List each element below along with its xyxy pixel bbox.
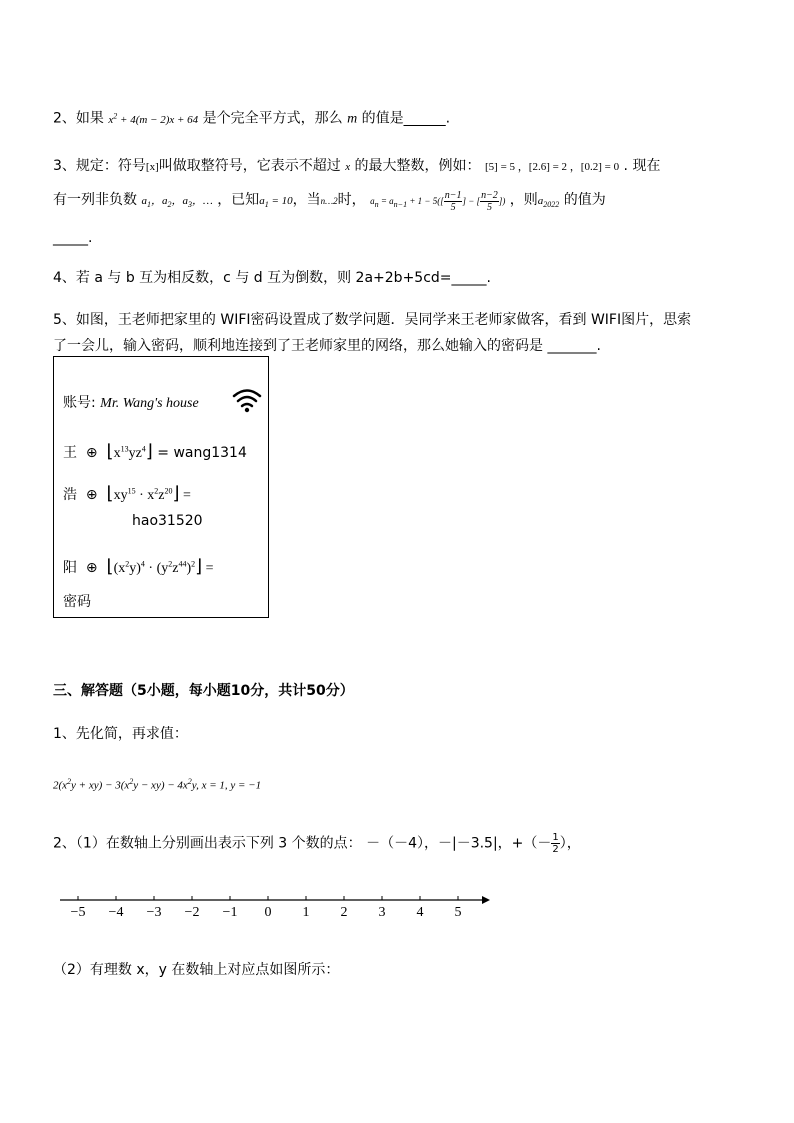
question-5-line1: 5、如图，王老师把家里的 WIFI密码设置成了数学问题．吴同学来王老师家做客，看到 WIFI图片，思索 [53, 312, 692, 328]
question-3-line2 [53, 190, 606, 215]
p2-nums: －（－4），－|－3.5|，+（－ [366, 835, 552, 852]
axis-tick-label: −5 [70, 905, 86, 920]
problem-1-expression: $2(x^2y + xy) - 3(x^2y - xy) - 4x^2y$, x = 1, y = −1 [53, 777, 262, 792]
problem-1-title: 1、先化简，再求值： [53, 726, 188, 742]
q3-l2d: 时， [337, 192, 366, 208]
axis-tick-label: 2 [340, 905, 348, 920]
p2-half-fraction: $\frac{1}{2}$ [552, 832, 559, 855]
q3-l2b: ，已知 [217, 192, 260, 208]
q3-a2022: $a_{2022}$ [537, 195, 560, 210]
q3-a1: $a_1 = 10$ [259, 195, 293, 210]
row3-expression: $⌊(x^2y)^4$ · $(y^2z^{44})^2⌋$ = [106, 556, 214, 576]
axis-tick-label: −2 [184, 905, 200, 920]
question-5-line2: 了一会儿，输入密码，顺利地连接到了王老师家里的网络，那么她输入的密码是 _______. [53, 338, 601, 354]
row2-expression: $⌊xy^{15}$ · $x^2z^{20}⌋$ = [106, 483, 191, 503]
question-3-line3 [53, 228, 92, 248]
axis-tick-label: 3 [378, 905, 386, 920]
q2-var: m [347, 111, 358, 127]
q3-l2f: 的值为 [563, 192, 606, 208]
q3-l2c: ，当 [292, 192, 321, 208]
number-line [60, 888, 490, 928]
q3-l1d: . 现在 [623, 158, 661, 174]
axis-tick-label: 4 [416, 905, 424, 920]
q3-sequence: $a_1$，$a_2$，$a_3$，… [141, 195, 213, 210]
q2-prefix: 2、如果 [53, 110, 104, 127]
axis-tick-label: −3 [146, 905, 162, 920]
account-value: Mr. Wang's house [100, 396, 199, 411]
q3-blank: _____. [53, 230, 93, 246]
p2-prefix: 2、（1）在数轴上分别画出表示下列 3 个数的点： [53, 835, 362, 852]
axis-tick-label: 0 [264, 905, 272, 920]
q3-l2e: ，则 [509, 192, 538, 208]
row1-char: 王 [63, 445, 77, 461]
section-3-heading: 三、解答题（5小题，每小题10分，共计50分） [53, 683, 354, 699]
q3-formula: $a_n = a_{n-1} + 1 - 5$([ $\frac{n-1}{5}$ ] − [ $\frac{n-2}{5}$ ]) [370, 190, 506, 214]
q3-l1a: 3、规定：符号 [53, 158, 146, 174]
q2-suffix: 的值是______. [361, 110, 451, 127]
question-2 [53, 106, 450, 130]
q3-x: x [345, 161, 351, 173]
account-label: 账号: [63, 395, 96, 411]
q3-examples: [5] = 5 ，[2.6] = 2 ，[0.2] = 0 [485, 161, 620, 173]
question-4: 4、若 a 与 b 互为相反数，c 与 d 互为倒数，则 2a+2b+5cd=_____. [53, 270, 491, 286]
q3-l2a: 有一列非负数 [53, 192, 137, 208]
wifi-row-3: 阳 ⊕ $⌊(x^2y)^4$ · $(y^2z^{44})^2⌋$ = [63, 556, 214, 576]
q3-l1b: 叫做取整符号，它表示不超过 [158, 158, 341, 174]
axis-tick-label: 5 [454, 905, 462, 920]
axis-tick-label: 1 [302, 905, 310, 920]
question-3-line1 [53, 156, 660, 177]
problem-2-part1 [53, 832, 581, 855]
wifi-account-row [63, 392, 199, 412]
wifi-row-3-result: 密码 [63, 594, 91, 610]
wifi-password-box [53, 356, 269, 618]
wifi-row-2: 浩 ⊕ $⌊xy^{15}$ · $x^2z^{20}⌋$ = [63, 483, 191, 503]
wifi-row-1: 王 ⊕ $⌊x^{13}yz^4⌋$ = wang1314 [63, 441, 247, 461]
q3-l1c: 的最大整数，例如： [354, 158, 481, 174]
wifi-icon [232, 387, 262, 413]
row1-result: = wang1314 [157, 445, 247, 461]
row1-expression: $⌊x^{13}yz^4⌋$ [106, 441, 153, 461]
axis-tick-label: −4 [108, 905, 124, 920]
problem-2-part2: （2）有理数 x，y 在数轴上对应点如图所示： [53, 962, 340, 978]
p2-end: ）， [559, 835, 581, 852]
axis-tick-label: −1 [222, 905, 238, 920]
q3-n: n…2 [320, 196, 338, 206]
row2-char: 浩 [63, 487, 77, 503]
q2-mid: 是个完全平方式，那么 [202, 110, 343, 127]
q3-bracket-x: [x] [145, 161, 159, 173]
q2-expression: $x^2 + 4(m - 2)x + 64$ [108, 111, 199, 126]
row3-char: 阳 [63, 560, 77, 576]
wifi-row-2-result: hao31520 [132, 513, 203, 529]
